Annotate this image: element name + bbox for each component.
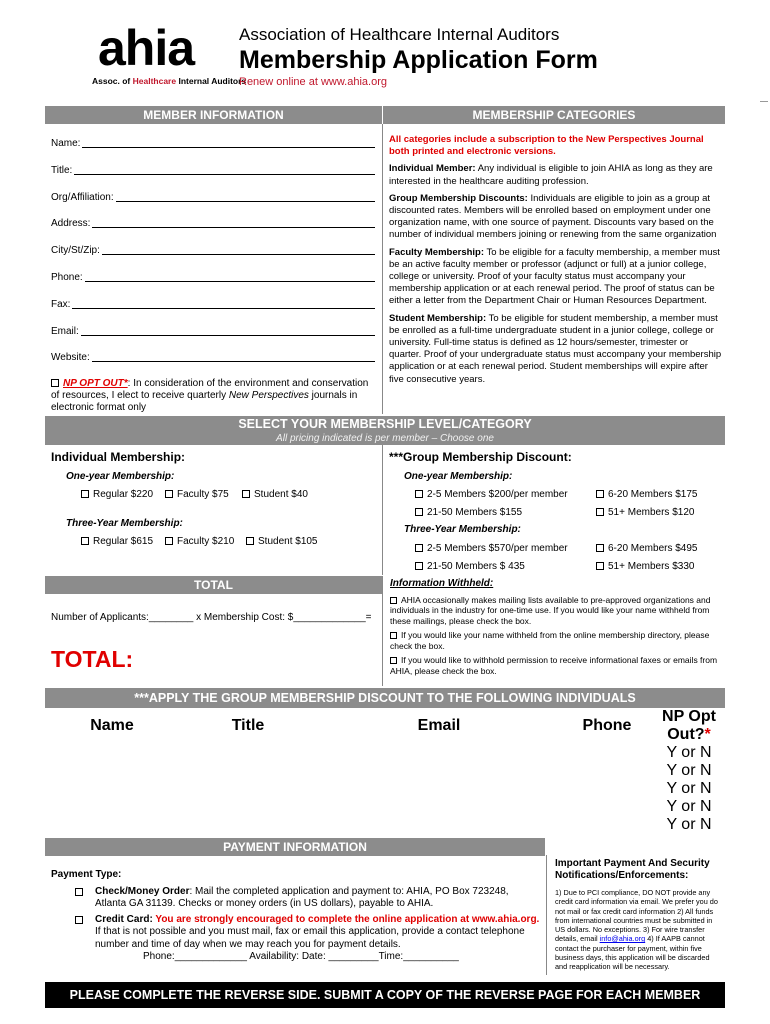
cat-faculty: Faculty Membership: To be eligible for a faculty membership, a member must be an active faculty member or professor (adjunct or full) at a junior college, college or university. Proof of your faculty status must accompany your membership application or at each renewal period. The proof of status can be either a letter from the Department Chair or Human Resources Department. bbox=[389, 246, 720, 307]
col-name: Name bbox=[90, 717, 134, 734]
payment-type-label: Payment Type: bbox=[51, 869, 122, 880]
field-org[interactable]: Org/Affiliation: bbox=[51, 192, 375, 203]
check-checkbox[interactable] bbox=[75, 888, 83, 896]
total-heading: TOTAL bbox=[45, 576, 382, 594]
field-city[interactable]: City/St/Zip: bbox=[51, 245, 375, 256]
grp-three-year-label: Three-Year Membership: bbox=[404, 524, 521, 535]
group-membership bbox=[389, 450, 725, 572]
grp-6-20-3[interactable]: 6-20 Members $495 bbox=[596, 543, 698, 554]
table-row: Y or N bbox=[666, 780, 712, 797]
logo-text: ahia bbox=[98, 20, 195, 76]
ind-faculty-3[interactable]: Faculty $210 bbox=[165, 536, 234, 547]
field-address[interactable]: Address: bbox=[51, 218, 375, 229]
level-subheading: All pricing indicated is per member – Choose one bbox=[276, 433, 494, 444]
org-name: Association of Healthcare Internal Auditors bbox=[239, 25, 560, 44]
group-table-heading: ***APPLY THE GROUP MEMBERSHIP DISCOUNT TO THE FOLLOWING INDIVIDUALS bbox=[45, 688, 725, 708]
payment-check: Check/Money Order: Mail the completed application and payment to: AHIA, PO Box 723248, Atlanta GA 31139. Checks or money orders (in US dollars), payable to AHIA. bbox=[51, 886, 541, 911]
grp-21-50-3[interactable]: 21-50 Members $ 435 bbox=[415, 561, 525, 572]
withheld-faxes: If you would like to withhold permission to receive informational faxes or emails from AHIA, please check the box. bbox=[390, 655, 718, 676]
np-opt-out-checkbox[interactable] bbox=[51, 379, 59, 387]
group-table bbox=[45, 708, 725, 834]
level-heading: SELECT YOUR MEMBERSHIP LEVEL/CATEGORY bbox=[238, 417, 532, 431]
contact-line[interactable]: Phone:_____________ Availability: Date: _________Time:__________ bbox=[143, 951, 459, 962]
payment-type bbox=[51, 869, 541, 964]
ind-student-3[interactable]: Student $105 bbox=[246, 536, 318, 547]
col-phone: Phone bbox=[582, 717, 632, 734]
np-opt-out: NP OPT OUT*: In consideration of the environment and conservation of resources, I elect to receive quarterly New Perspectives journals in electronic format only bbox=[51, 378, 369, 413]
ind-one-year-label: One-year Membership: bbox=[66, 471, 175, 482]
field-fax[interactable]: Fax: bbox=[51, 299, 375, 310]
info-email-link[interactable]: info@ahia.org bbox=[599, 934, 646, 944]
divider bbox=[382, 124, 383, 414]
field-title[interactable]: Title: bbox=[51, 165, 375, 176]
individual-membership bbox=[51, 450, 381, 547]
notes-title: Important Payment And Security Notifications/Enforcements: bbox=[555, 858, 710, 881]
divider bbox=[382, 445, 383, 575]
ind-regular-3[interactable]: Regular $615 bbox=[81, 536, 153, 547]
divider bbox=[546, 855, 547, 975]
col-title: Title bbox=[231, 717, 265, 734]
level-heading-bar bbox=[45, 416, 725, 445]
card-checkbox[interactable] bbox=[75, 916, 83, 924]
cat-individual: Individual Member: Any individual is eligible to join AHIA as long as they are interested in the healthcare auditing profession. bbox=[389, 163, 713, 187]
grp-2-5-3[interactable]: 2-5 Members $570/per member bbox=[415, 543, 568, 554]
grp-51-1[interactable]: 51+ Members $120 bbox=[596, 507, 694, 518]
logo bbox=[88, 20, 247, 90]
categories-text bbox=[389, 134, 723, 386]
field-email[interactable]: Email: bbox=[51, 326, 375, 337]
field-name[interactable]: Name: bbox=[51, 138, 375, 149]
cat-group: Group Membership Discounts: Individuals are eligible to join as a group at discounted rates. Members will be enrolled based on employment under one organization name, with one source of payment. Discounts vary based on the number of individual members joining or renewing from the same organization bbox=[389, 192, 717, 241]
renew-link[interactable]: Renew online at www.ahia.org bbox=[239, 76, 387, 88]
grp-51-3[interactable]: 51+ Members $330 bbox=[596, 561, 694, 572]
payment-card: Credit Card: You are strongly encouraged to complete the online application at www.ahia.org. If that is not possible and you must mail, fax or email this application, provide a contact telephone number and time of day when we may reach you for payment details. bbox=[51, 914, 541, 952]
individual-title: Individual Membership: bbox=[51, 450, 186, 464]
table-row: Y or N bbox=[666, 744, 712, 761]
ind-three-year-label: Three-Year Membership: bbox=[66, 518, 183, 529]
footer-banner: PLEASE COMPLETE THE REVERSE SIDE. SUBMIT A COPY OF THE REVERSE PAGE FOR EACH MEMBER bbox=[45, 982, 725, 1008]
cat-student: Student Membership: To be eligible for student membership, a member must be enrolled as a full-time undergraduate student in a junior college, college or university. Full-time status is defined as 12 hours/semester, trimester or quarter. Proof of your undergraduate status must accompany your membership application or at each renewal period. Student memberships will expire after five consecutive years. bbox=[389, 312, 722, 385]
grp-one-year-label: One-year Membership: bbox=[404, 471, 513, 482]
membership-categories-heading: MEMBERSHIP CATEGORIES bbox=[383, 106, 725, 124]
withheld-directory: If you would like your name withheld from the online membership directory, please check the box. bbox=[390, 630, 710, 651]
total-label: TOTAL: bbox=[51, 646, 134, 672]
grp-6-20-1[interactable]: 6-20 Members $175 bbox=[596, 489, 698, 500]
logo-subtitle: Assoc. of Healthcare Internal Auditors bbox=[92, 76, 247, 86]
table-row: Y or N bbox=[666, 798, 712, 815]
divider bbox=[382, 576, 383, 686]
applicants-line[interactable]: Number of Applicants:________ x Membership Cost: $_____________= bbox=[51, 612, 372, 623]
information-withheld bbox=[390, 579, 720, 676]
form-title: Membership Application Form bbox=[239, 46, 598, 74]
corner-mark bbox=[760, 101, 768, 102]
group-title: ***Group Membership Discount: bbox=[389, 450, 572, 464]
ind-faculty-1[interactable]: Faculty $75 bbox=[165, 489, 229, 500]
payment-heading: PAYMENT INFORMATION bbox=[45, 838, 545, 856]
grp-21-50-1[interactable]: 21-50 Members $155 bbox=[415, 507, 522, 518]
payment-notes bbox=[555, 858, 723, 972]
withheld-mailing: AHIA occasionally makes mailing lists available to pre-approved organizations and individuals in the industry for one-time use. If you would like your name withheld from these mailings, please check the box. bbox=[390, 594, 711, 626]
grp-2-5-1[interactable]: 2-5 Members $200/per member bbox=[415, 489, 568, 500]
categories-intro: All categories include a subscription to the New Perspectives Journal both printed and electronic versions. bbox=[389, 134, 704, 158]
withheld-title: Information Withheld: bbox=[390, 578, 494, 589]
ind-regular-1[interactable]: Regular $220 bbox=[81, 489, 153, 500]
field-website[interactable]: Website: bbox=[51, 352, 375, 363]
notes-text: 1) Due to PCI compliance, DO NOT provide any credit card information via email. We prefer you do not mail or fax credit card information 2) All funds from international countries must be submitted in US dollars. No exceptions. 3) For wire transfer details, email info@ahia.org 4) If AAPB cannot contact the purchaser for payment, within five business days, this application will be discarded and reapplication will be necessary. bbox=[555, 888, 718, 972]
table-row: Y or N bbox=[666, 762, 712, 779]
field-phone[interactable]: Phone: bbox=[51, 272, 375, 283]
col-np-opt-out: NP Opt Out?* bbox=[662, 708, 716, 743]
member-info-heading: MEMBER INFORMATION bbox=[45, 106, 382, 124]
col-email: Email bbox=[417, 717, 461, 734]
ind-student-1[interactable]: Student $40 bbox=[242, 489, 308, 500]
table-row: Y or N bbox=[666, 816, 712, 833]
